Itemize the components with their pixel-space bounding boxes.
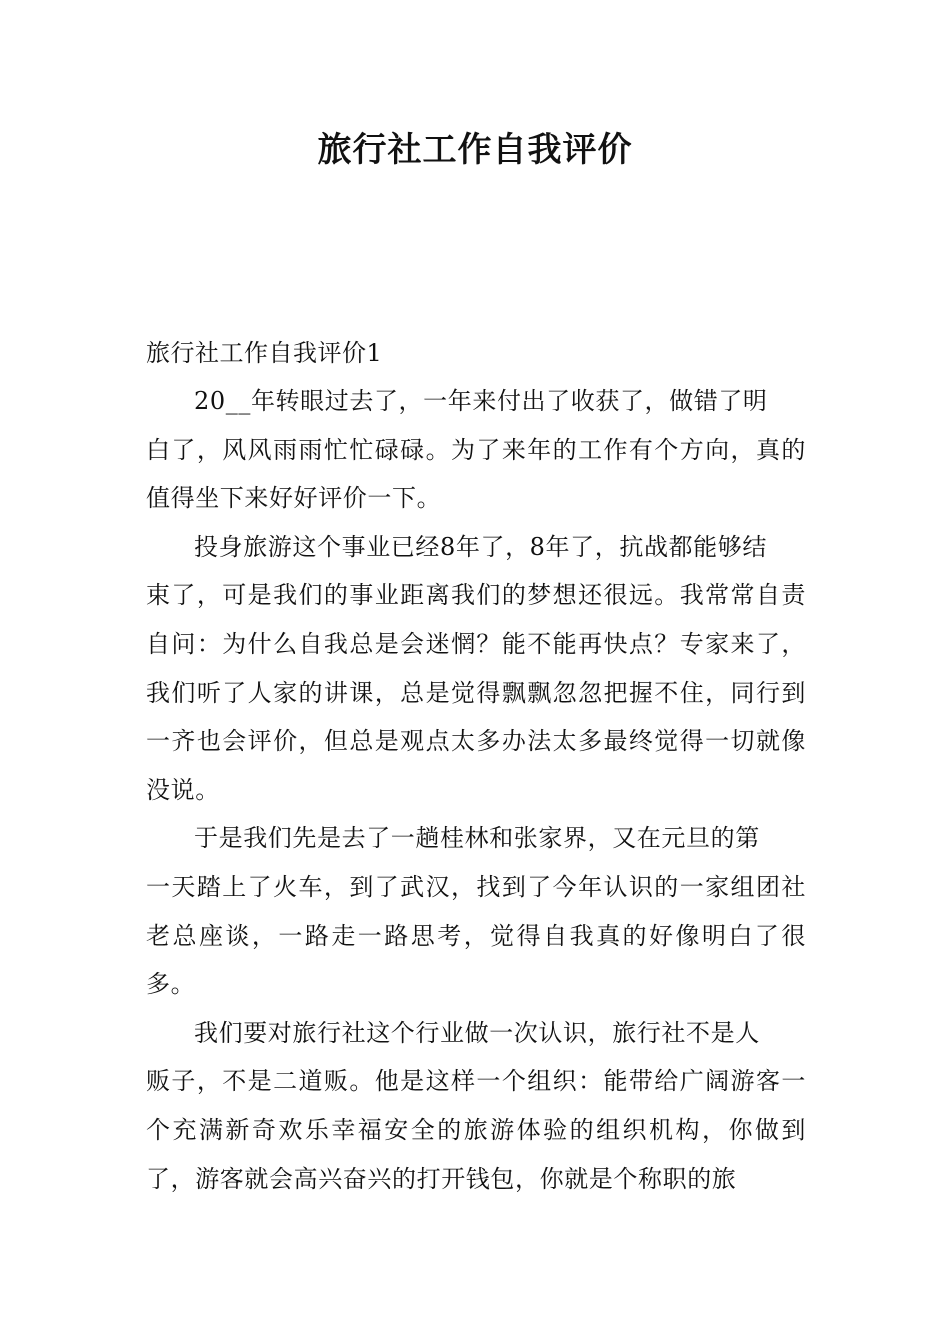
document-title: 旅行社工作自我评价 [317,130,633,170]
paragraph-first-line: 投身旅游这个事业已经8年了，8年了，抗战都能够结 [194,532,767,561]
paragraph [146,377,806,523]
document-body [146,329,806,1203]
paragraph-continuation: 贩子，不是二道贩。他是这样一个组织：能带给广阔游客一个充满新奇欢乐幸福安全的旅游体验的组织机构，你做到了，游客就会高兴奋兴的打开钱包，你就是个称职的旅 [146,1067,806,1193]
paragraph-first-line: 我们要对旅行社这个行业做一次认识，旅行社不是人 [194,1018,760,1047]
section-heading: 旅行社工作自我评价1 [146,339,383,367]
paragraph [146,523,806,815]
paragraph [146,1009,806,1203]
paragraph-first-line: 20__年转眼过去了，一年来付出了收获了，做错了明 [194,387,768,415]
paragraph-first-line: 于是我们先是去了一趟桂林和张家界，又在元旦的第 [194,824,760,853]
paragraph [146,814,806,1008]
paragraph-continuation: 束了，可是我们的事业距离我们的梦想还很远。我常常自责自问：为什么自我总是会迷惘？能不能再快点？专家来了，我们听了人家的讲课，总是觉得飘飘忽忽把握不住，同行到一齐也会评价，但总是观点太多办法太多最终觉得一切就像没说。 [146,581,806,804]
paragraph-continuation: 白了，风风雨雨忙忙碌碌。为了来年的工作有个方向，真的值得坐下来好好评价一下。 [146,435,806,513]
paragraph-continuation: 一天踏上了火车，到了武汉，找到了今年认识的一家组团社老总座谈，一路走一路思考，觉得自我真的好像明白了很多。 [146,872,806,999]
